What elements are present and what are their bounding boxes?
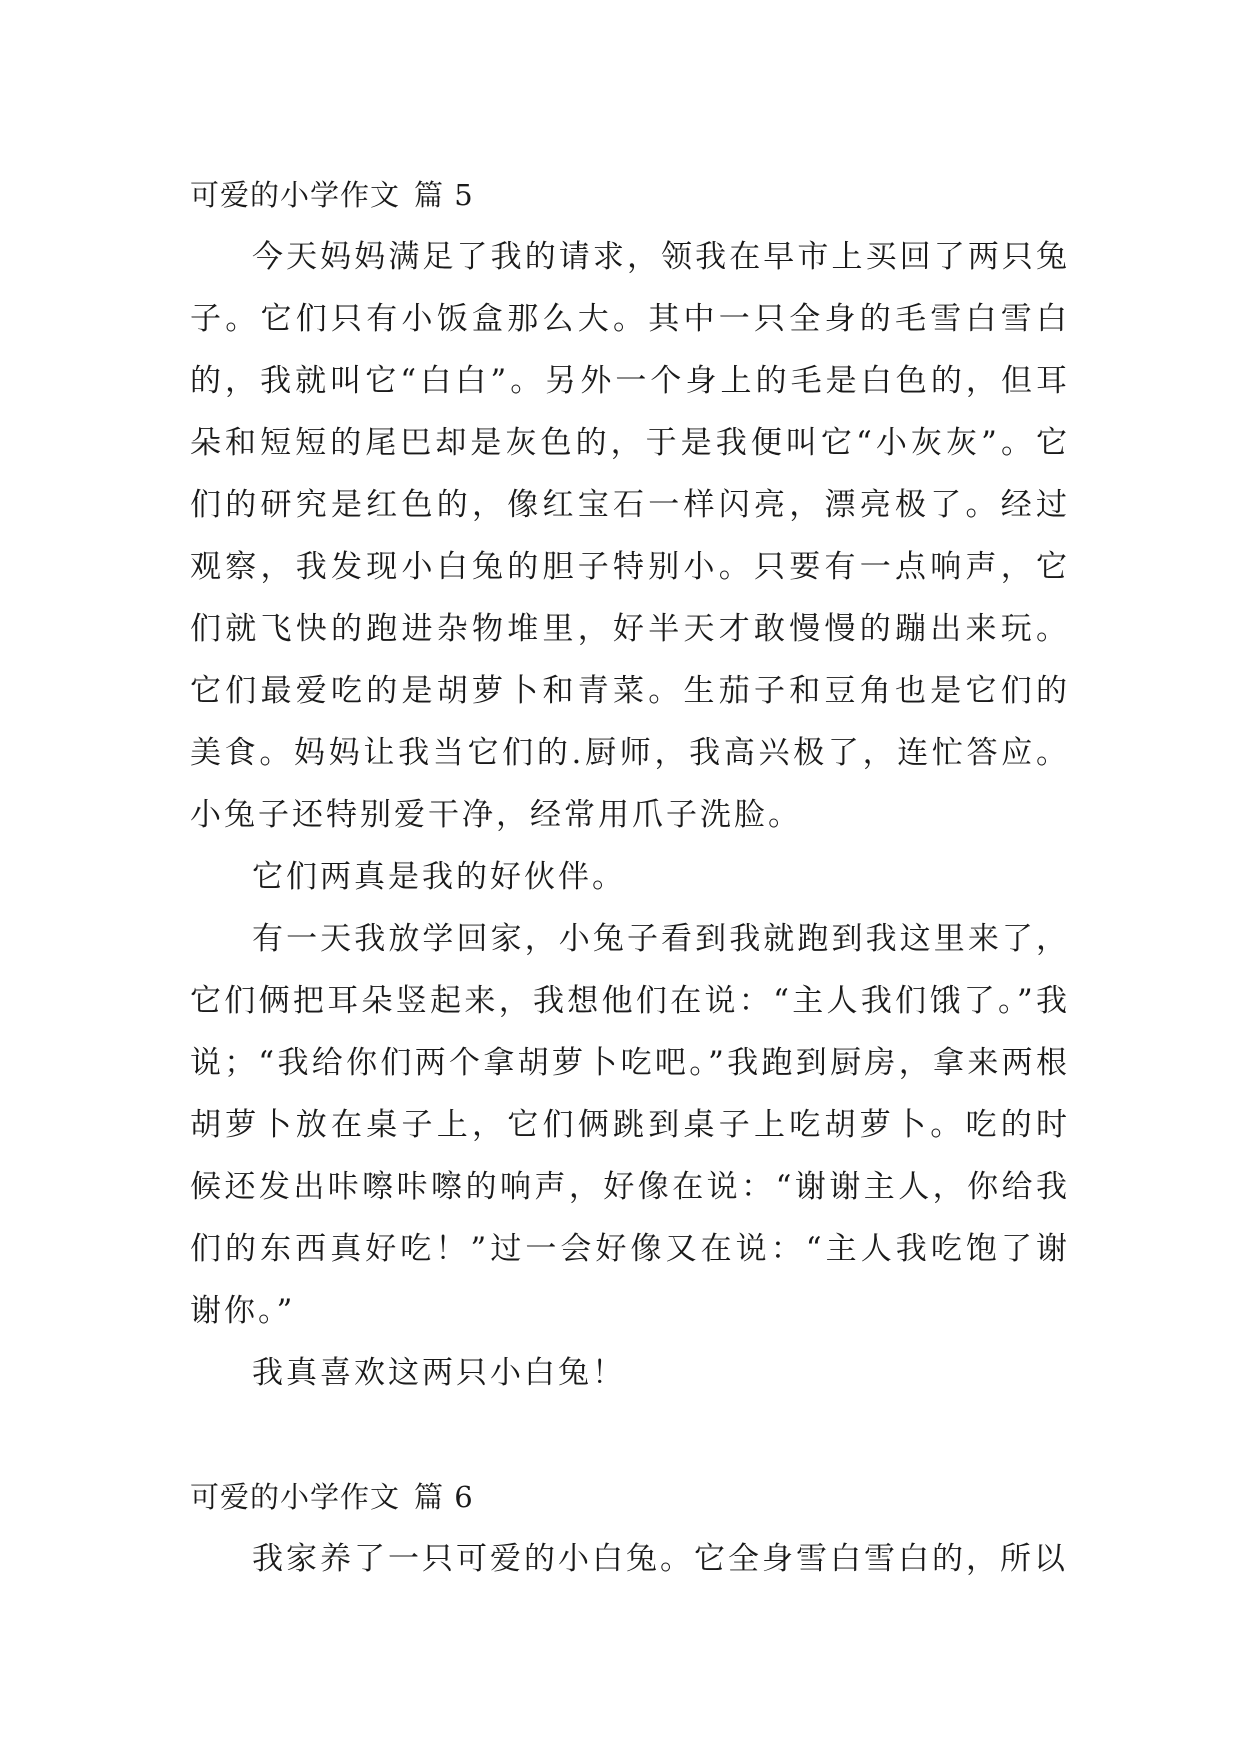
essay-5-paragraph-4: 我真喜欢这两只小白兔！ xyxy=(252,1355,626,1391)
section-gap xyxy=(190,1404,1070,1466)
essay-6-heading xyxy=(190,1466,1070,1528)
essay-5-number: 篇 5 xyxy=(414,178,474,212)
essay-6-number: 篇 6 xyxy=(414,1480,474,1514)
essay-5-paragraph-1: 今天妈妈满足了我的请求，领我在早市上买回了两只兔子。它们只有小饭盒那么大。其中一只全身的毛雪白雪白的，我就叫它“白白”。另外一个身上的毛是白色的，但耳朵和短短的尾巴却是灰色的，于是我便叫它“小灰灰”。它们的研究是红色的，像红宝石一样闪亮，漂亮极了。经过观察，我发现小白兔的胆子特别小。只要有一点响声，它们就飞快的跑进杂物堆里，好半天才敢慢慢的蹦出来玩。它们最爱吃的是胡萝卜和青菜。生茄子和豆角也是它们的美食。妈妈让我当它们的.厨师，我高兴极了，连忙答应。小兔子还特别爱干净，经常用爪子洗脸。 xyxy=(190,239,1070,833)
essay-5-paragraph-3: 有一天我放学回家，小兔子看到我就跑到我这里来了，它们俩把耳朵竖起来，我想他们在说：“主人我们饿了。”我说；“我给你们两个拿胡萝卜吃吧。”我跑到厨房，拿来两根胡萝卜放在桌子上，它们俩跳到桌子上吃胡萝卜。吃的时候还发出咔嚓咔嚓的响声，好像在说：“谢谢主人，你给我们的东西真好吃！”过一会好像又在说：“主人我吃饱了谢谢你。” xyxy=(190,921,1070,1329)
essay-5-paragraph-2: 它们两真是我的好伙伴。 xyxy=(252,859,626,895)
essay-5-title: 可爱的小学作文 xyxy=(190,178,401,212)
essay-6-title: 可爱的小学作文 xyxy=(190,1480,401,1514)
essay-6-paragraph-1: 我家养了一只可爱的小白兔。它全身雪白雪白的，所以 xyxy=(252,1541,1068,1577)
document-content xyxy=(190,164,1070,1590)
essay-5-heading xyxy=(190,164,1070,226)
